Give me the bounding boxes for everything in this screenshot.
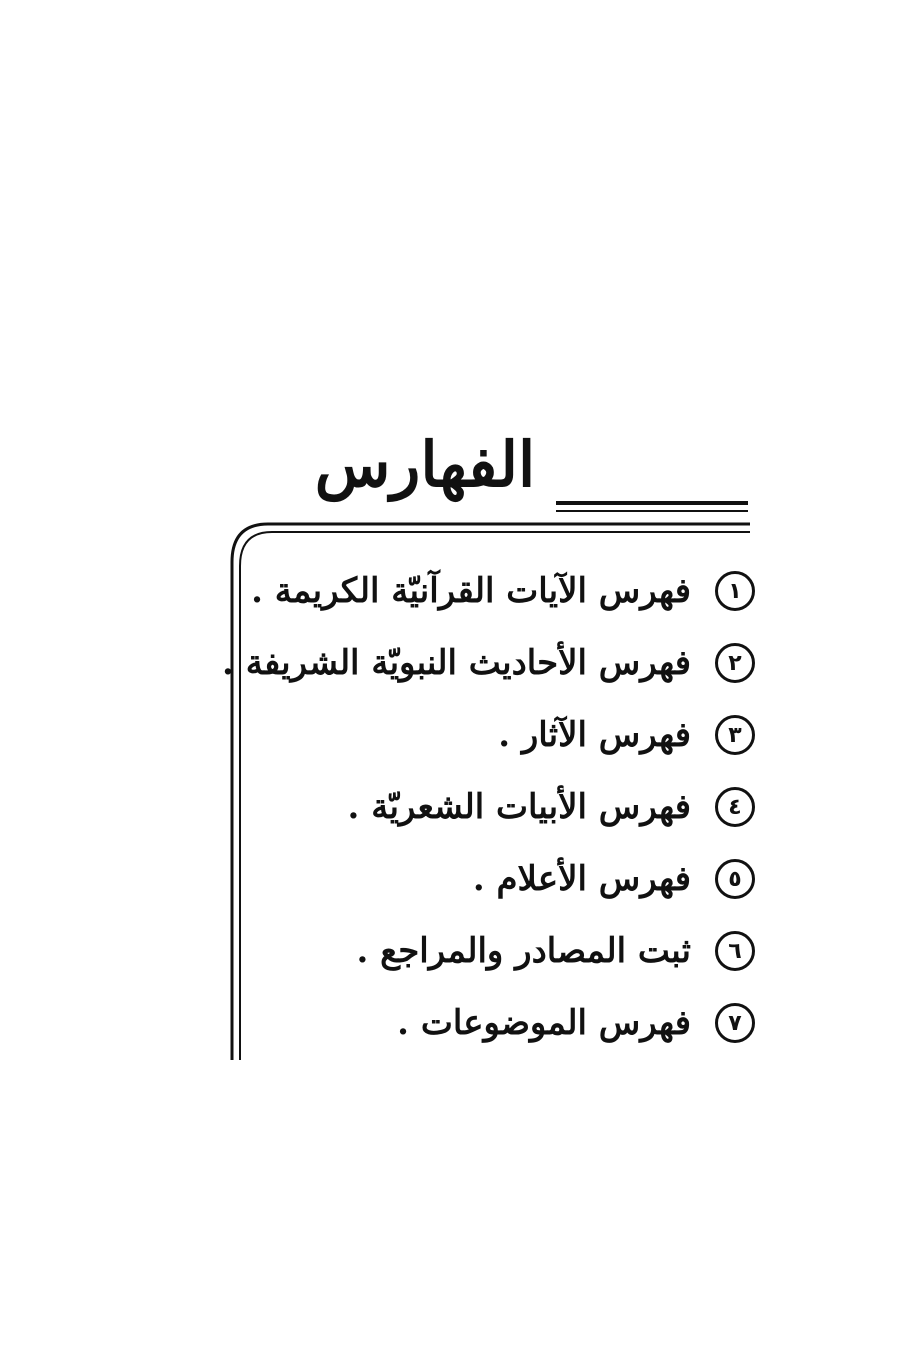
item-label: ثبت المصادر والمراجع .	[356, 931, 691, 971]
toc-item-5[interactable]	[255, 843, 755, 915]
item-label: فهرس الموضوعات .	[397, 1003, 691, 1043]
item-number: ٣	[715, 715, 755, 755]
item-number: ٤	[715, 787, 755, 827]
page-title: الفهارس	[314, 428, 536, 501]
item-label: فهرس الأبيات الشعريّة .	[347, 787, 691, 827]
item-label: فهرس الأحاديث النبويّة الشريفة .	[222, 643, 691, 683]
toc-list	[222, 555, 755, 1059]
item-label: فهرس الأعلام .	[472, 859, 691, 899]
item-label: فهرس الآثار .	[498, 715, 691, 755]
item-number: ٧	[715, 1003, 755, 1043]
toc-item-1[interactable]	[251, 555, 755, 627]
toc-item-4[interactable]	[255, 771, 755, 843]
toc-item-7[interactable]	[255, 987, 755, 1059]
item-number: ٦	[715, 931, 755, 971]
item-number: ٥	[715, 859, 755, 899]
toc-item-6[interactable]	[255, 915, 755, 987]
toc-item-2[interactable]	[222, 627, 755, 699]
item-label: فهرس الآيات القرآنيّة الكريمة .	[251, 571, 691, 611]
item-number: ٢	[715, 643, 755, 683]
item-number: ١	[715, 571, 755, 611]
toc-item-3[interactable]	[255, 699, 755, 771]
